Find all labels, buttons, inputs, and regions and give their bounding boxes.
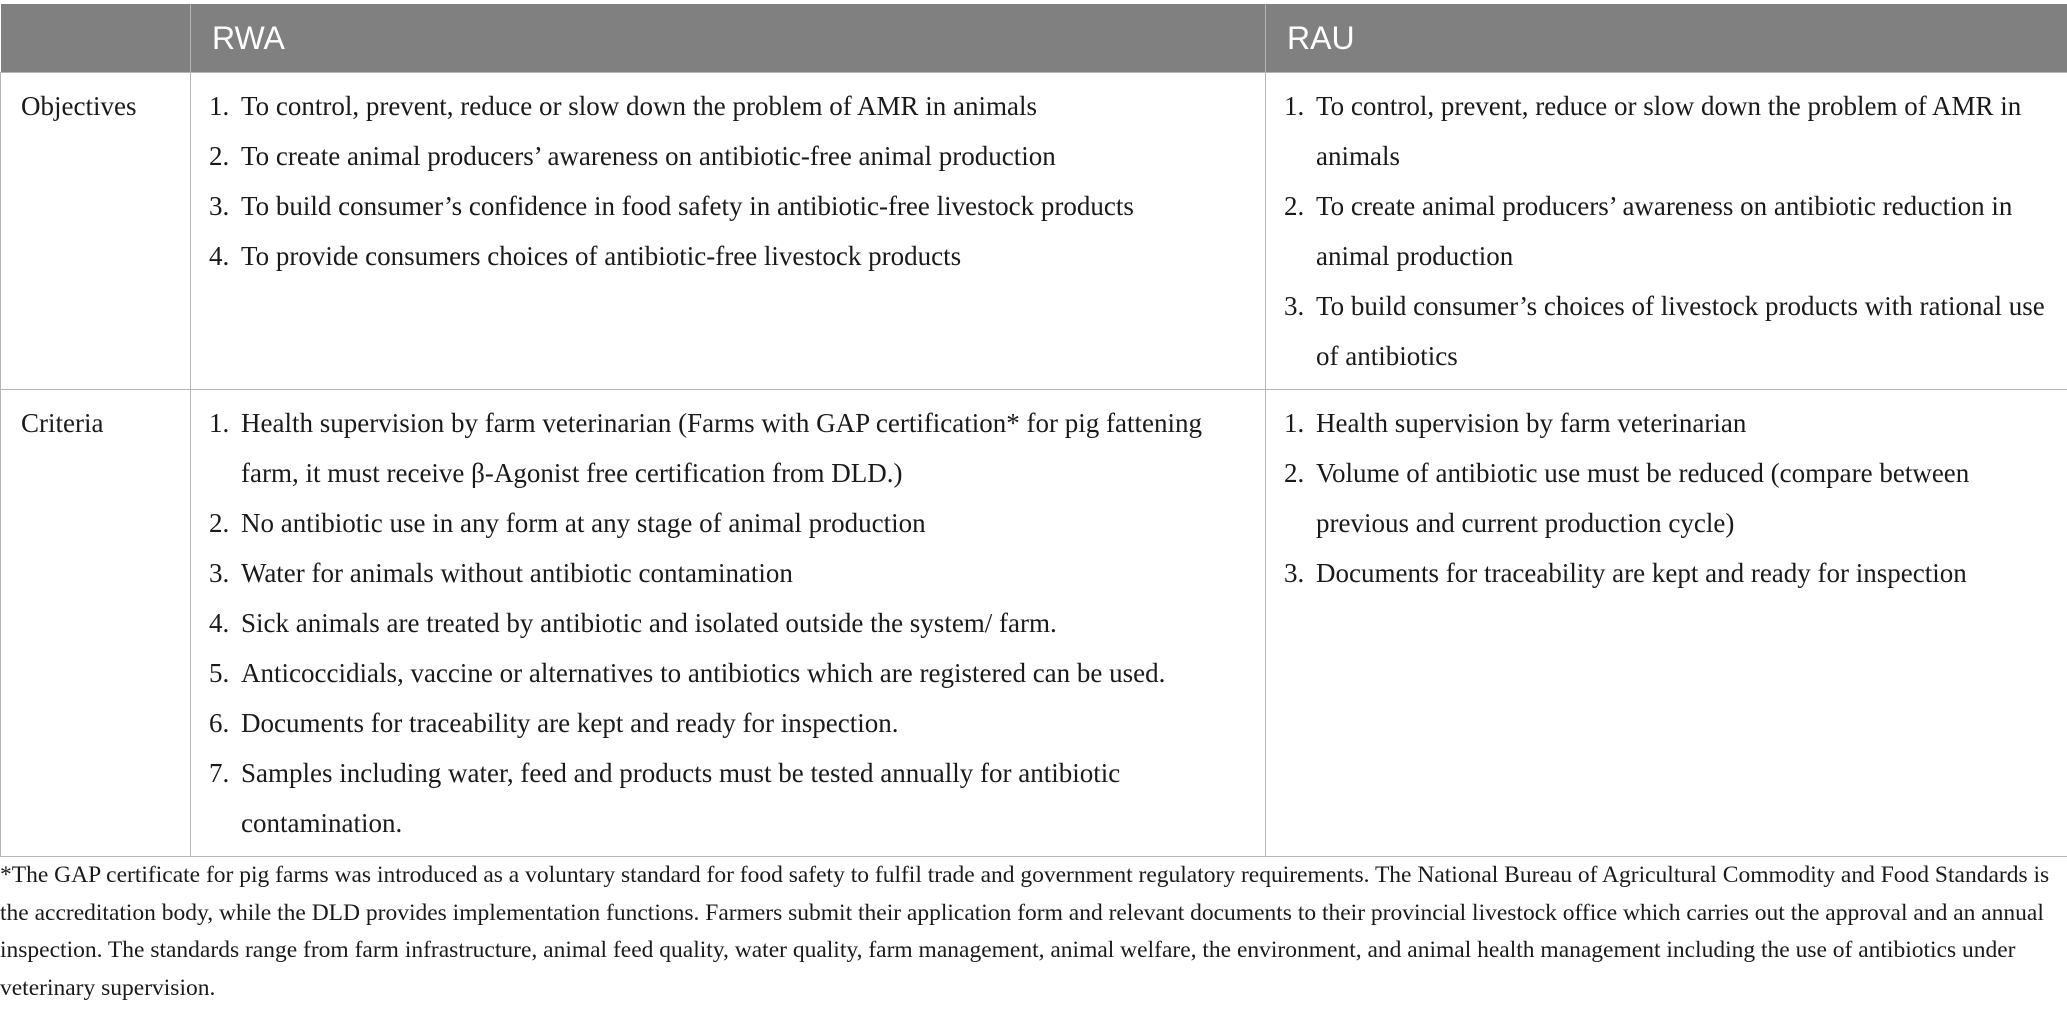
list-item [209,648,1253,698]
list-item-number: 2. [209,508,230,538]
list-item [209,598,1253,648]
list-item-number: 5. [209,658,230,688]
list-item-number: 3. [209,191,230,221]
list-item-text: To build consumer’s choices of livestock products with rational use of antibiotics [1316,291,2045,371]
list-item-text: To create animal producers’ awareness on antibiotic reduction in animal production [1316,191,2013,271]
criteria-rwa-list [209,398,1253,848]
list-item [209,81,1253,131]
list-item-number: 2. [209,141,230,171]
list-item [209,698,1253,748]
table-row-criteria [1,390,2067,857]
list-item-number: 2. [1284,458,1305,488]
list-item-number: 1. [1284,91,1305,121]
list-item-text: To build consumer’s confidence in food safety in antibiotic-free livestock products [241,191,1134,221]
table-header-row [1,4,2067,73]
header-blank [1,4,191,73]
row-label-criteria: Criteria [1,390,191,857]
list-item-text: Samples including water, feed and products must be tested annually for antibiotic contamination. [241,758,1121,838]
list-item-number: 3. [1284,291,1305,321]
objectives-rwa-list [209,81,1253,281]
list-item [209,131,1253,181]
table-row-objectives [1,73,2067,390]
comparison-table [0,4,2067,857]
list-item-text: Documents for traceability are kept and ready for inspection [1316,558,1967,588]
list-item-number: 2. [1284,191,1305,221]
list-item-number: 1. [1284,408,1305,438]
list-item [209,748,1253,848]
list-item-text: Water for animals without antibiotic contamination [241,558,793,588]
criteria-rwa-cell [191,390,1266,857]
list-item-text: Anticoccidials, vaccine or alternatives to antibiotics which are registered can be used. [241,658,1166,688]
list-item-number: 3. [1284,558,1305,588]
objectives-rau-cell [1266,73,2067,390]
objectives-rwa-cell [191,73,1266,390]
list-item [1284,398,2055,448]
criteria-rau-cell [1266,390,2067,857]
list-item [209,181,1253,231]
list-item-text: To create animal producers’ awareness on antibiotic-free animal production [241,141,1056,171]
list-item-text: Health supervision by farm veterinarian [1316,408,1747,438]
list-item-text: No antibiotic use in any form at any stage of animal production [241,508,926,538]
list-item [209,498,1253,548]
list-item-number: 6. [209,708,230,738]
row-label-objectives: Objectives [1,73,191,390]
list-item-number: 7. [209,758,230,788]
list-item-number: 1. [209,408,230,438]
list-item-number: 1. [209,91,230,121]
list-item-number: 3. [209,558,230,588]
list-item [1284,281,2055,381]
table-footnote: *The GAP certificate for pig farms was introduced as a voluntary standard for food safety to fulfil trade and government regulatory requirements. The National Bureau of Agricultural Commodity and Food Standards is the accreditation body, while the DLD provides implementation functions. Farmers submit their application form and relevant documents to their provincial livestock office which carries out the approval and an annual inspection. The standards range from farm infrastructure, animal feed quality, water quality, farm management, animal welfare, the environment, and animal health management including the use of antibiotics under veterinary supervision. [0,862,2050,1001]
list-item [209,398,1253,498]
header-rau: RAU [1266,4,2067,73]
list-item-text: To provide consumers choices of antibiotic-free livestock products [241,241,962,271]
list-item-number: 4. [209,608,230,638]
criteria-rau-list [1284,398,2055,598]
list-item [1284,548,2055,598]
list-item [209,548,1253,598]
list-item-text: To control, prevent, reduce or slow down the problem of AMR in animals [1316,91,2022,171]
list-item-text: Documents for traceability are kept and ready for inspection. [241,708,899,738]
objectives-rau-list [1284,81,2055,381]
list-item-text: Sick animals are treated by antibiotic and isolated outside the system/ farm. [241,608,1057,638]
list-item [1284,448,2055,548]
list-item-text: Health supervision by farm veterinarian (Farms with GAP certification* for pig fattening farm, it must receive β-Agonist free certification from DLD.) [241,408,1202,488]
list-item-number: 4. [209,241,230,271]
list-item [209,231,1253,281]
list-item [1284,181,2055,281]
list-item [1284,81,2055,181]
header-rwa: RWA [191,4,1266,73]
list-item-text: To control, prevent, reduce or slow down the problem of AMR in animals [241,91,1037,121]
list-item-text: Volume of antibiotic use must be reduced (compare between previous and current production cycle) [1316,458,1970,538]
